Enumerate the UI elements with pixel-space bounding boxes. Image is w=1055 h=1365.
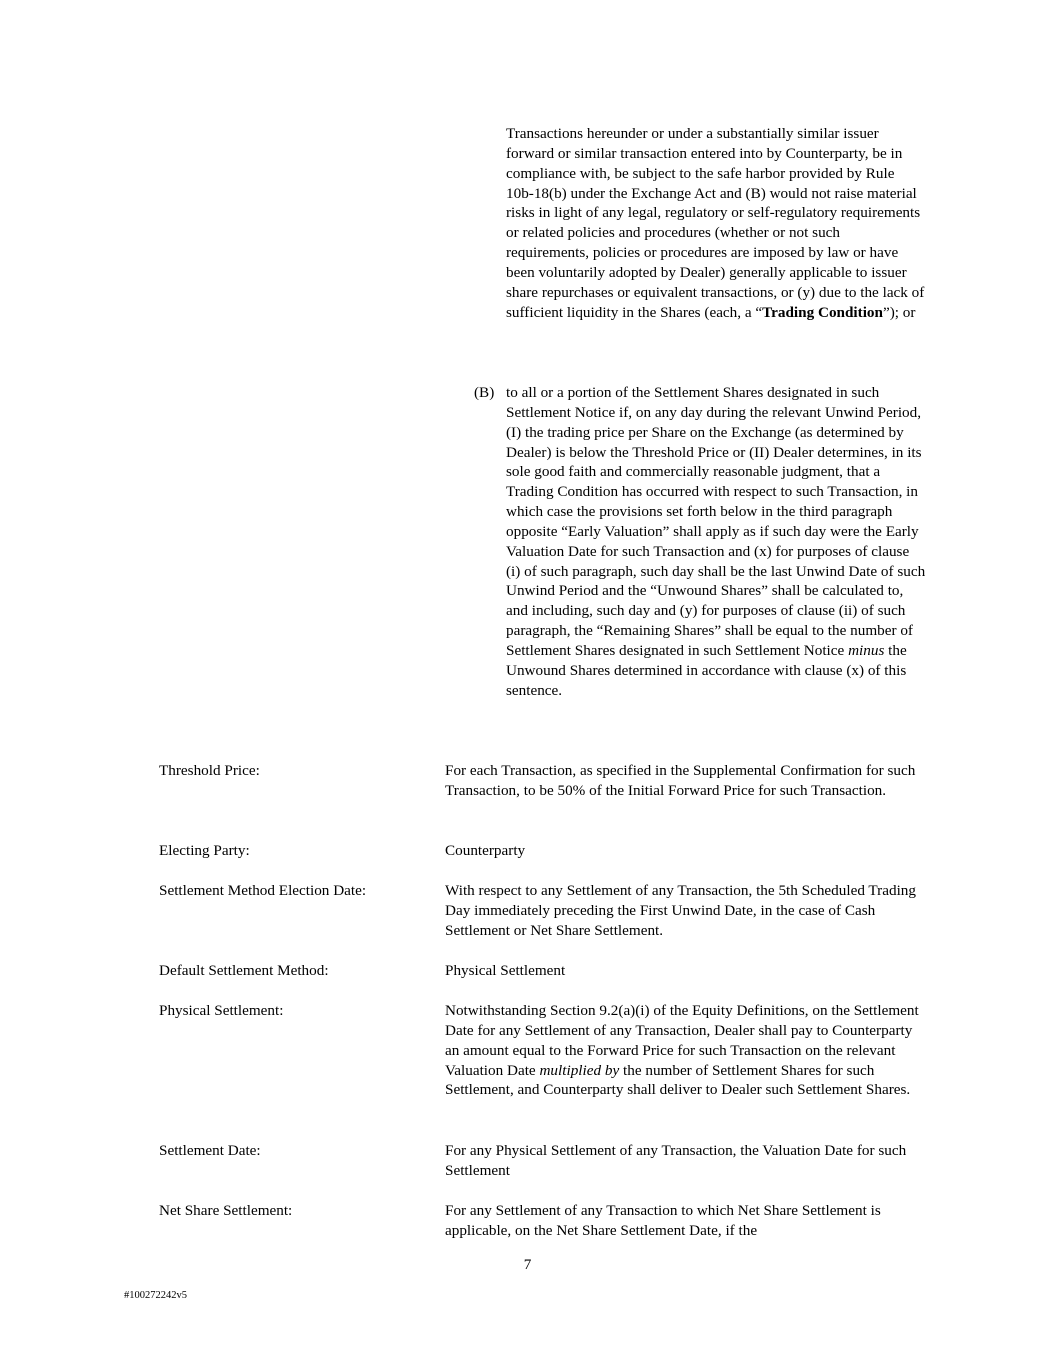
physical-settlement-text-end: the number of Settlement Shares for such Settlement, and Counterparty shall deliver to Dealer such Settlement Shares. [445,1061,911,1099]
clause-b-text-end: the Unwound Shares determined in accordance with clause (x) of this sentence. [506,641,907,699]
term-value-threshold-price: For each Transaction, as specified in the Supplemental Confirmation for such Transaction, to be 50% of the Initial Forward Price for such Transaction. [445,762,916,799]
term-value-electing-party: Counterparty [445,842,526,859]
term-label-threshold-price: Threshold Price: [159,762,260,779]
term-value-default-settlement-method: Physical Settlement [445,962,566,979]
term-value-physical-settlement [445,1001,925,1100]
paragraph-text-end: ”); or [882,303,916,321]
clause-b-text-start: to all or a portion of the Settlement Shares designated in such Settlement Notice if, on any day during the relevant Unwind Period, (I) the trading price per Share on the Exchange (as determined by Dealer) is below the Threshold Price or (II) Dealer determines, in its sole good faith and commercially reasonable judgment, that a Trading Condition has occurred with respect to such Transaction, in which case the provisions set forth below in the third paragraph opposite “Early Valuation” shall apply as if such day were the Early Valuation Date for such Transaction and (x) for purposes of clause (i) of such paragraph, such day shall be the last Unwind Date of such Unwind Period and the “Unwound Shares” shall be calculated to, and including, such day and (y) for purposes of clause (ii) of such paragraph, the “Remaining Shares” shall be equal to the number of Settlement Shares designated in such Settlement Notice [506,384,926,659]
term-label-electing-party: Electing Party: [159,842,250,859]
defined-term-trading-condition: Trading Condition [762,303,883,321]
clause-b-text [506,383,926,701]
term-value-settlement-method-election-date: With respect to any Settlement of any Transaction, the 5th Scheduled Trading Day immediately preceding the First Unwind Date, in the case of Cash Settlement or Net Share Settlement. [445,882,916,939]
page-number: 7 [523,1256,532,1273]
trading-condition-paragraph [506,124,926,322]
term-label-physical-settlement: Physical Settlement: [159,1002,284,1019]
term-label-default-settlement-method: Default Settlement Method: [159,962,329,979]
paragraph-text: Transactions hereunder or under a substantially similar issuer forward or similar transaction entered into by Counterparty, be in compliance with, be subject to the safe harbor provided by Rule 10b-18(b) under the Exchange Act and (B) would not raise material risks in light of any legal, regulatory or self-regulatory requirements or related policies and procedures (whether or not such requirements, policies or procedures are imposed by law or have been voluntarily adopted by Dealer) generally applicable to issuer share repurchases or equivalent transactions, or (y) due to the lack of sufficient liquidity in the Shares (each, a “ [506,125,925,321]
clause-b-label: (B) [474,384,495,401]
physical-settlement-text-start: Notwithstanding Section 9.2(a)(i) of the Equity Definitions, on the Settlement Date for any Settlement of any Transaction, Dealer shall pay to Counterparty an amount equal to the Forward Price for such Transaction on the relevant Valuation Date [445,1002,919,1079]
clause-b-italic: minus [848,641,885,659]
physical-settlement-italic: multiplied by [539,1061,620,1079]
term-label-net-share-settlement: Net Share Settlement: [159,1202,293,1219]
document-id: #100272242v5 [124,1290,187,1301]
term-label-settlement-method-election-date: Settlement Method Election Date: [159,882,367,899]
term-value-settlement-date: For any Physical Settlement of any Transaction, the Valuation Date for such Settlement [445,1142,907,1179]
term-label-settlement-date: Settlement Date: [159,1142,261,1159]
term-value-net-share-settlement: For any Settlement of any Transaction to which Net Share Settlement is applicable, on the Net Share Settlement Date, if the [445,1202,881,1239]
